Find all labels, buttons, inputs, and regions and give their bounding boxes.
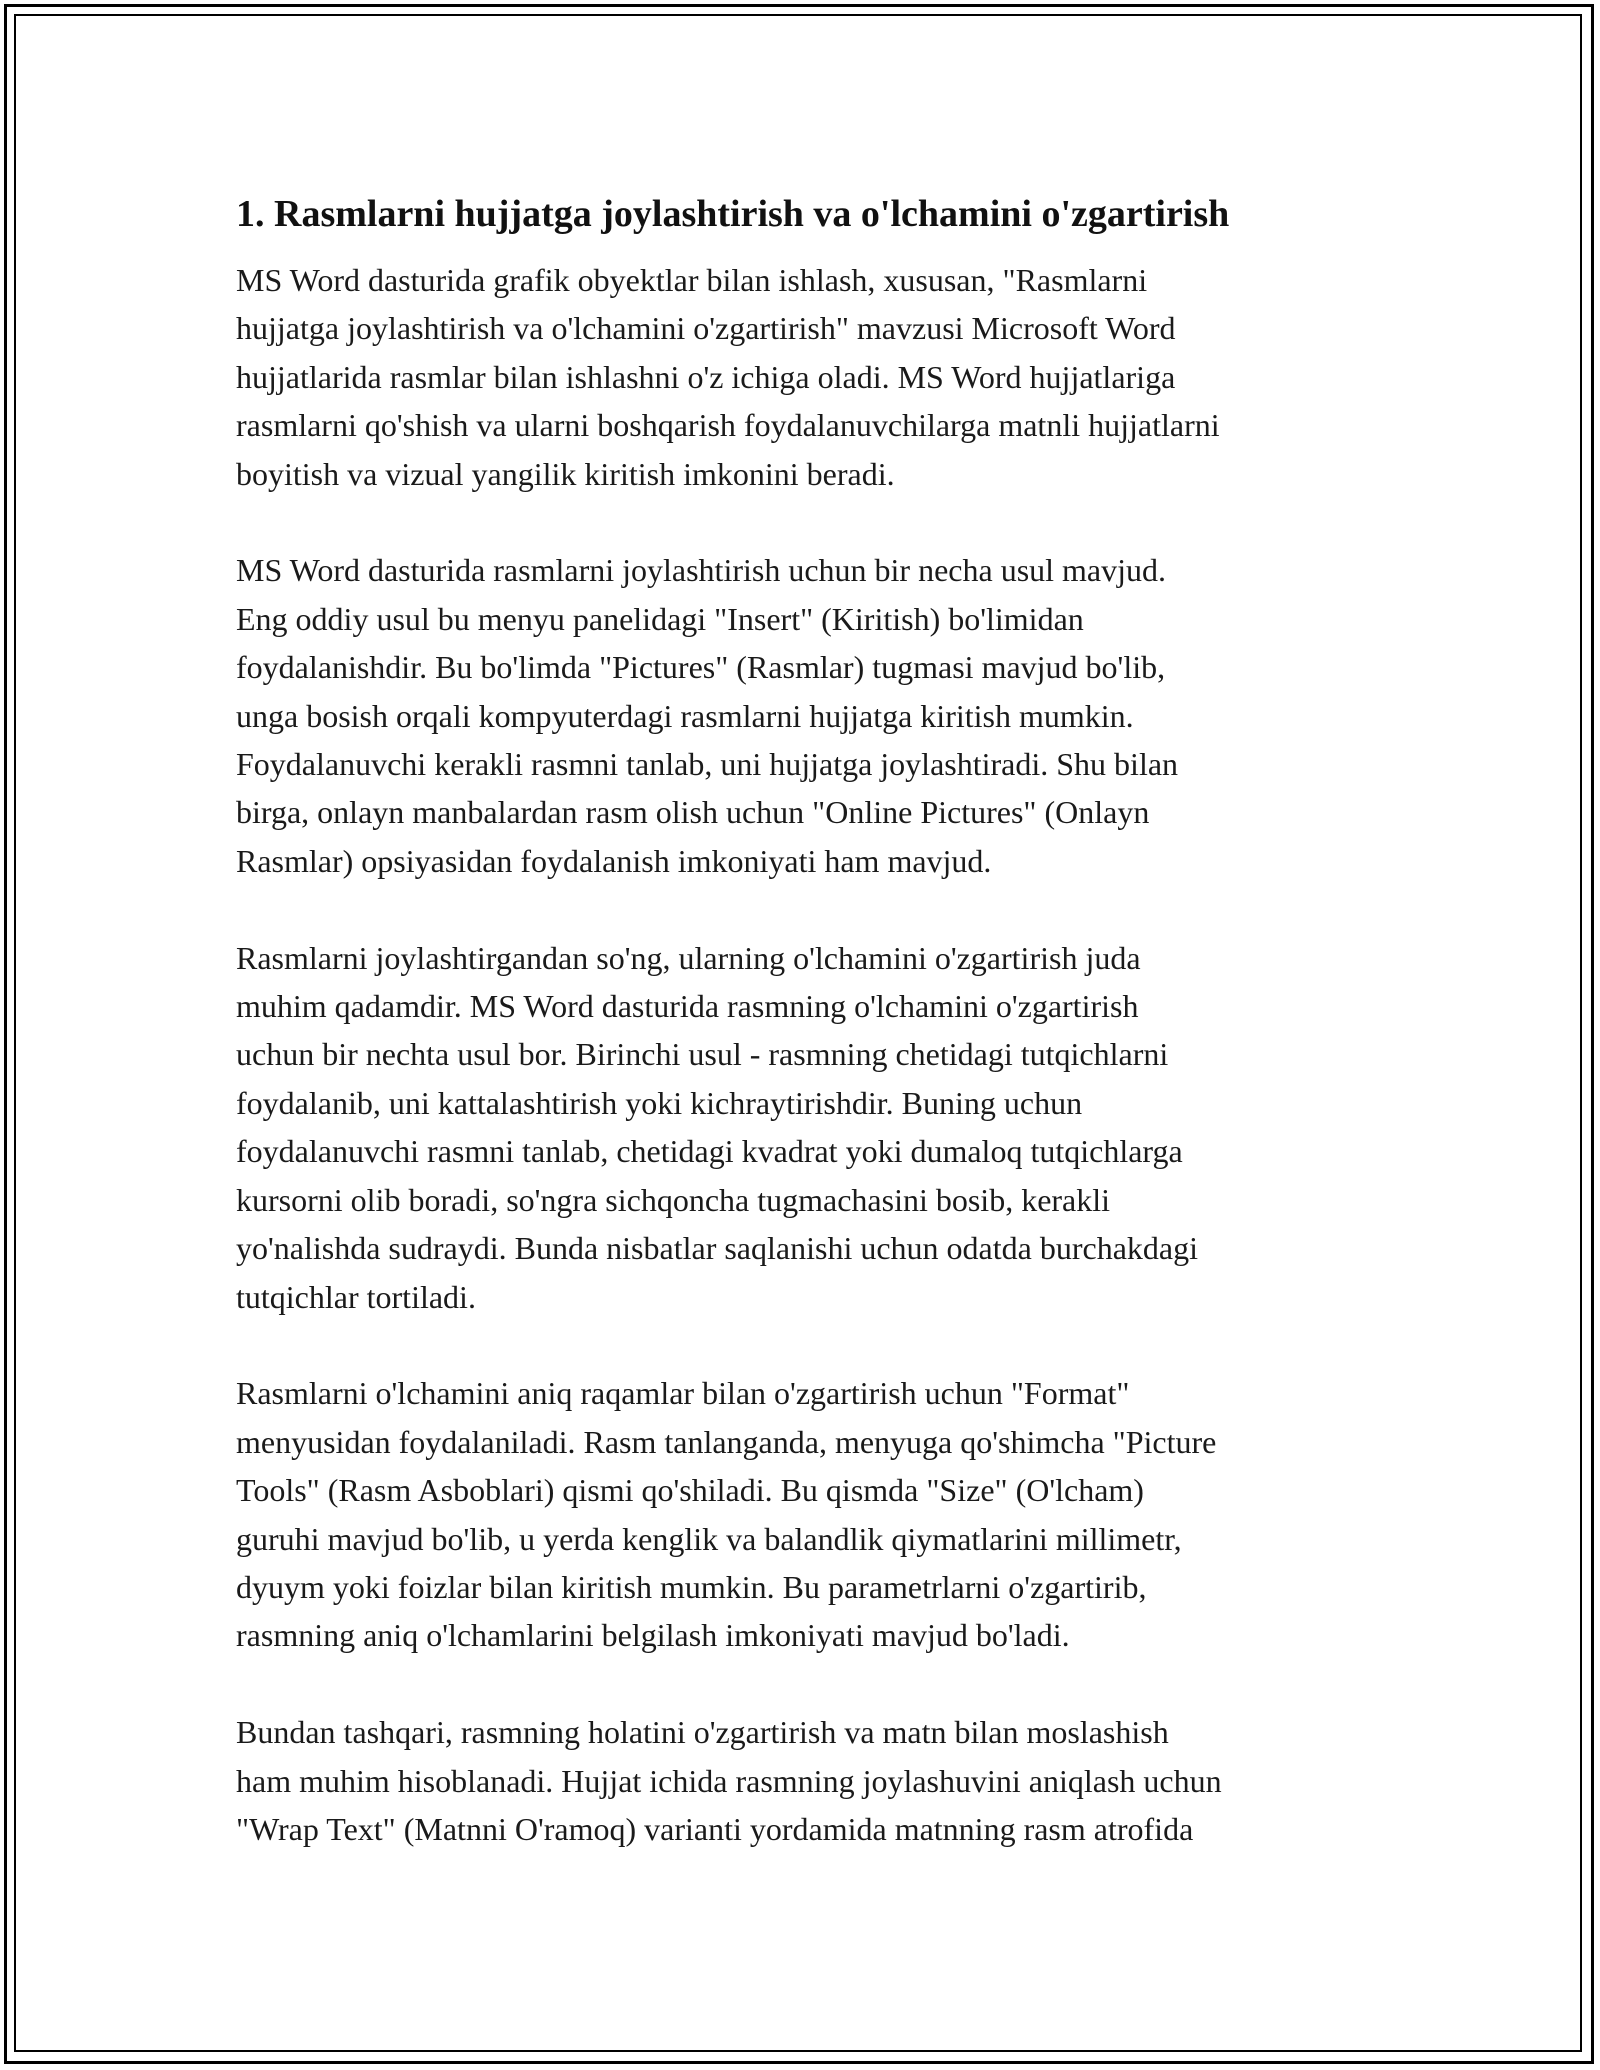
document-body	[236, 186, 1366, 1902]
paragraph-line: ham muhim hisoblanadi. Hujjat ichida rasmning joylashuvini aniqlash uchun	[236, 1762, 1222, 1799]
section-title: 1. Rasmlarni hujjatga joylashtirish va o'lchamini o'zgartirish	[236, 193, 1230, 235]
paragraph-line: kursorni olib boradi, so'ngra sichqoncha tugmachasini bosib, kerakli	[236, 1181, 1111, 1218]
paragraph-line: dyuym yoki foizlar bilan kiritish mumkin. Bu parametrlarni o'zgartirib,	[236, 1568, 1147, 1605]
paragraph-line: Bundan tashqari, rasmning holatini o'zgartirish va matn bilan moslashish	[236, 1714, 1169, 1751]
paragraph-line: birga, onlayn manbalardan rasm olish uchun "Online Pictures" (Onlayn	[236, 794, 1150, 831]
paragraph-line: Rasmlarni joylashtirgandan so'ng, ularning o'lchamini o'zgartirish juda	[236, 939, 1141, 976]
paragraph-line: rasmlarni qo'shish va ularni boshqarish foydalanuvchilarga matnli hujjatlarni	[236, 407, 1220, 444]
paragraph-line: Eng oddiy usul bu menyu panelidagi "Insert" (Kiritish) bo'limidan	[236, 600, 1084, 637]
paragraph-line: yo'nalishda sudraydi. Bunda nisbatlar saqlanishi uchun odatda burchakdagi	[236, 1230, 1198, 1267]
paragraph-format-size	[236, 1369, 1366, 1659]
paragraph-line: foydalanuvchi rasmni tanlab, chetidagi kvadrat yoki dumaloq tutqichlarga	[236, 1133, 1183, 1170]
paragraph-intro	[236, 256, 1366, 498]
paragraph-line: MS Word dasturida rasmlarni joylashtirish uchun bir necha usul mavjud.	[236, 552, 1167, 589]
paragraph-line: foydalanishdir. Bu bo'limda "Pictures" (Rasmlar) tugmasi mavjud bo'lib,	[236, 649, 1166, 686]
paragraph-line: guruhi mavjud bo'lib, u yerda kenglik va balandlik qiymatlarini millimetr,	[236, 1520, 1182, 1557]
paragraph-line: unga bosish orqali kompyuterdagi rasmlarni hujjatga kiritish mumkin.	[236, 697, 1134, 734]
paragraph-line: Rasmlarni o'lchamini aniq raqamlar bilan o'zgartirish uchun "Format"	[236, 1375, 1130, 1412]
paragraph-line: foydalanib, uni kattalashtirish yoki kichraytirishdir. Buning uchun	[236, 1084, 1083, 1121]
paragraph-line: boyitish va vizual yangilik kiritish imkonini beradi.	[236, 455, 895, 492]
paragraph-line: muhim qadamdir. MS Word dasturida rasmning o'lchamini o'zgartirish	[236, 988, 1139, 1025]
paragraph-line: hujjatlarida rasmlar bilan ishlashni o'z ichiga oladi. MS Word hujjatlariga	[236, 358, 1176, 395]
paragraph-line: uchun bir nechta usul bor. Birinchi usul - rasmning chetidagi tutqichlarni	[236, 1036, 1169, 1073]
paragraph-resize-handles	[236, 934, 1366, 1321]
paragraph-wrap-text	[236, 1708, 1366, 1853]
paragraph-line: MS Word dasturida grafik obyektlar bilan ishlash, xususan, "Rasmlarni	[236, 262, 1148, 298]
paragraph-line: tutqichlar tortiladi.	[236, 1278, 476, 1315]
paragraph-insert-methods	[236, 546, 1366, 885]
paragraph-line: "Wrap Text" (Matnni O'ramoq) varianti yordamida matnning rasm atrofida	[236, 1810, 1194, 1847]
paragraph-line: Foydalanuvchi kerakli rasmni tanlab, uni hujjatga joylashtiradi. Shu bilan	[236, 746, 1179, 783]
paragraph-line: Tools" (Rasm Asboblari) qismi qo'shiladi. Bu qismda "Size" (O'lcham)	[236, 1472, 1144, 1509]
paragraph-line: rasmning aniq o'lchamlarini belgilash imkoniyati mavjud bo'ladi.	[236, 1617, 1070, 1654]
paragraph-line: menyusidan foydalaniladi. Rasm tanlanganda, menyuga qo'shimcha "Picture	[236, 1423, 1217, 1460]
paragraph-line: Rasmlar) opsiyasidan foydalanish imkoniyati ham mavjud.	[236, 842, 992, 879]
paragraph-line: hujjatga joylashtirish va o'lchamini o'zgartirish" mavzusi Microsoft Word	[236, 310, 1176, 347]
